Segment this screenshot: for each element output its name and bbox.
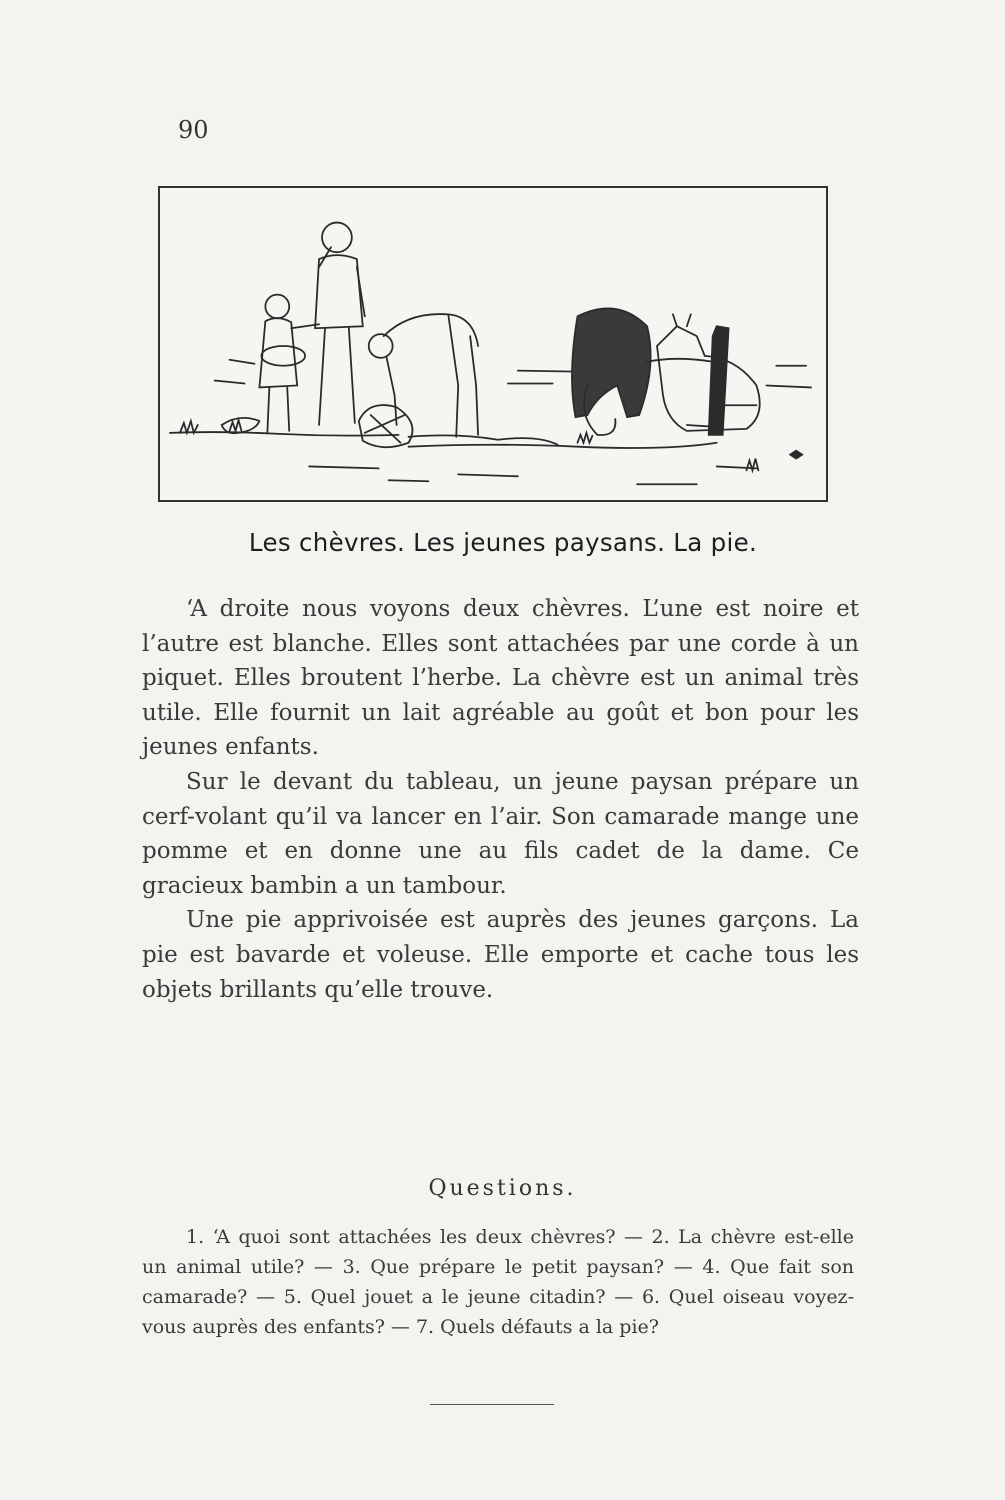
goats-children-illustration (160, 188, 826, 500)
paragraph-kite: Sur le devant du tableau, un jeune paysan prépare un cerf-volant qu’il va lancer en l’air. Son camarade mange une pomme et en donne une au fils cadet de la dame. Ce gracieux bambin a un tambour. (142, 768, 859, 899)
lesson-text (142, 592, 859, 1007)
page-number: 90 (178, 116, 209, 144)
questions-title: Questions. (428, 1176, 577, 1201)
illustration-caption: Les chèvres. Les jeunes paysans. La pie. (248, 528, 758, 557)
illustration-frame (158, 186, 828, 502)
questions-text: 1. ‘A quoi sont attachées les deux chèvres? — 2. La chèvre est-elle un animal utile? — 3. Que prépare le petit paysan? — 4. Que fait son camarade? — 5. Quel jouet a le jeune citadin? — 6. Quel oiseau voyez-vous auprès des enfants? — 7. Quels défauts a la pie? (142, 1226, 854, 1338)
paragraph-magpie: Une pie apprivoisée est auprès des jeunes garçons. La pie est bavarde et voleuse. Elle emporte et cache tous les objets brillants qu’elle trouve. (142, 907, 859, 1003)
paragraph-goats: ‘A droite nous voyons deux chèvres. L’une est noire et l’autre est blanche. Elles sont attachées par une corde à un piquet. Elles broutent l’herbe. La chèvre est un animal très utile. Elle fournit un lait agréable au goût et bon pour les jeunes enfants. (142, 596, 859, 761)
end-rule (430, 1404, 554, 1405)
